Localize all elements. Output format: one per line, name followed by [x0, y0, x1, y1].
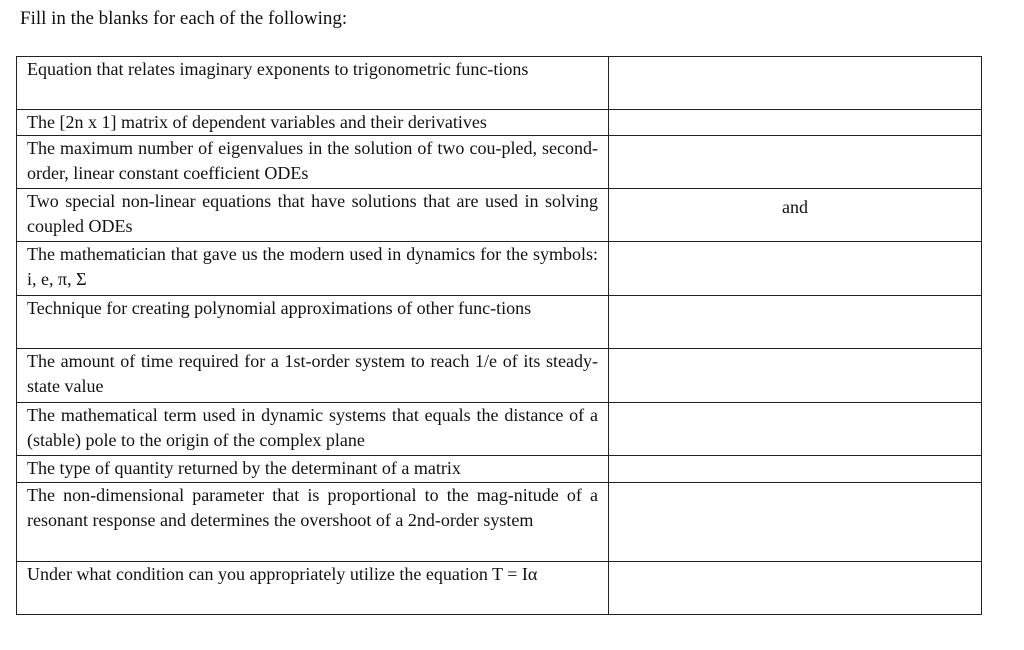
question-prompt: The non-dimensional parameter that is proportional to the mag-nitude of a resonant response and determines the overshoot of a 2nd-order system	[17, 483, 609, 562]
question-prompt: Two special non-linear equations that have solutions that are used in solving coupled ODEs	[17, 189, 609, 242]
answer-blank[interactable]	[609, 456, 982, 483]
answer-blank[interactable]	[609, 562, 982, 615]
question-prompt: Equation that relates imaginary exponents to trigonometric func-tions	[17, 57, 609, 110]
question-prompt: The maximum number of eigenvalues in the solution of two cou-pled, second-order, linear constant coefficient ODEs	[17, 136, 609, 189]
question-row	[17, 483, 982, 562]
question-prompt: The type of quantity returned by the determinant of a matrix	[17, 456, 609, 483]
answer-blank[interactable]	[609, 110, 982, 136]
question-prompt: The mathematical term used in dynamic systems that equals the distance of a (stable) pole to the origin of the complex plane	[17, 403, 609, 456]
question-row	[17, 189, 982, 242]
instructions-heading: Fill in the blanks for each of the following:	[20, 8, 348, 29]
question-prompt: The amount of time required for a 1st-order system to reach 1/e of its steady-state value	[17, 349, 609, 403]
question-row	[17, 110, 982, 136]
question-row	[17, 242, 982, 296]
fill-in-the-blanks-table	[16, 56, 982, 615]
question-prompt: Technique for creating polynomial approximations of other func-tions	[17, 296, 609, 349]
question-row	[17, 136, 982, 189]
question-row	[17, 57, 982, 110]
answer-blank[interactable]	[609, 242, 982, 296]
answer-blank[interactable]	[609, 296, 982, 349]
answer-blank[interactable]	[609, 483, 982, 562]
question-row	[17, 403, 982, 456]
question-row	[17, 296, 982, 349]
question-row	[17, 456, 982, 483]
answer-blank[interactable]	[609, 189, 982, 242]
answer-text: and	[782, 196, 808, 217]
question-prompt: The [2n x 1] matrix of dependent variables and their derivatives	[17, 110, 609, 136]
answer-blank[interactable]	[609, 136, 982, 189]
answer-blank[interactable]	[609, 403, 982, 456]
question-row	[17, 562, 982, 615]
answer-blank[interactable]	[609, 57, 982, 110]
question-prompt: The mathematician that gave us the modern used in dynamics for the symbols: i, e, π, Σ	[17, 242, 609, 296]
question-row	[17, 349, 982, 403]
question-prompt: Under what condition can you appropriately utilize the equation T = Iα	[17, 562, 609, 615]
answer-blank[interactable]	[609, 349, 982, 403]
